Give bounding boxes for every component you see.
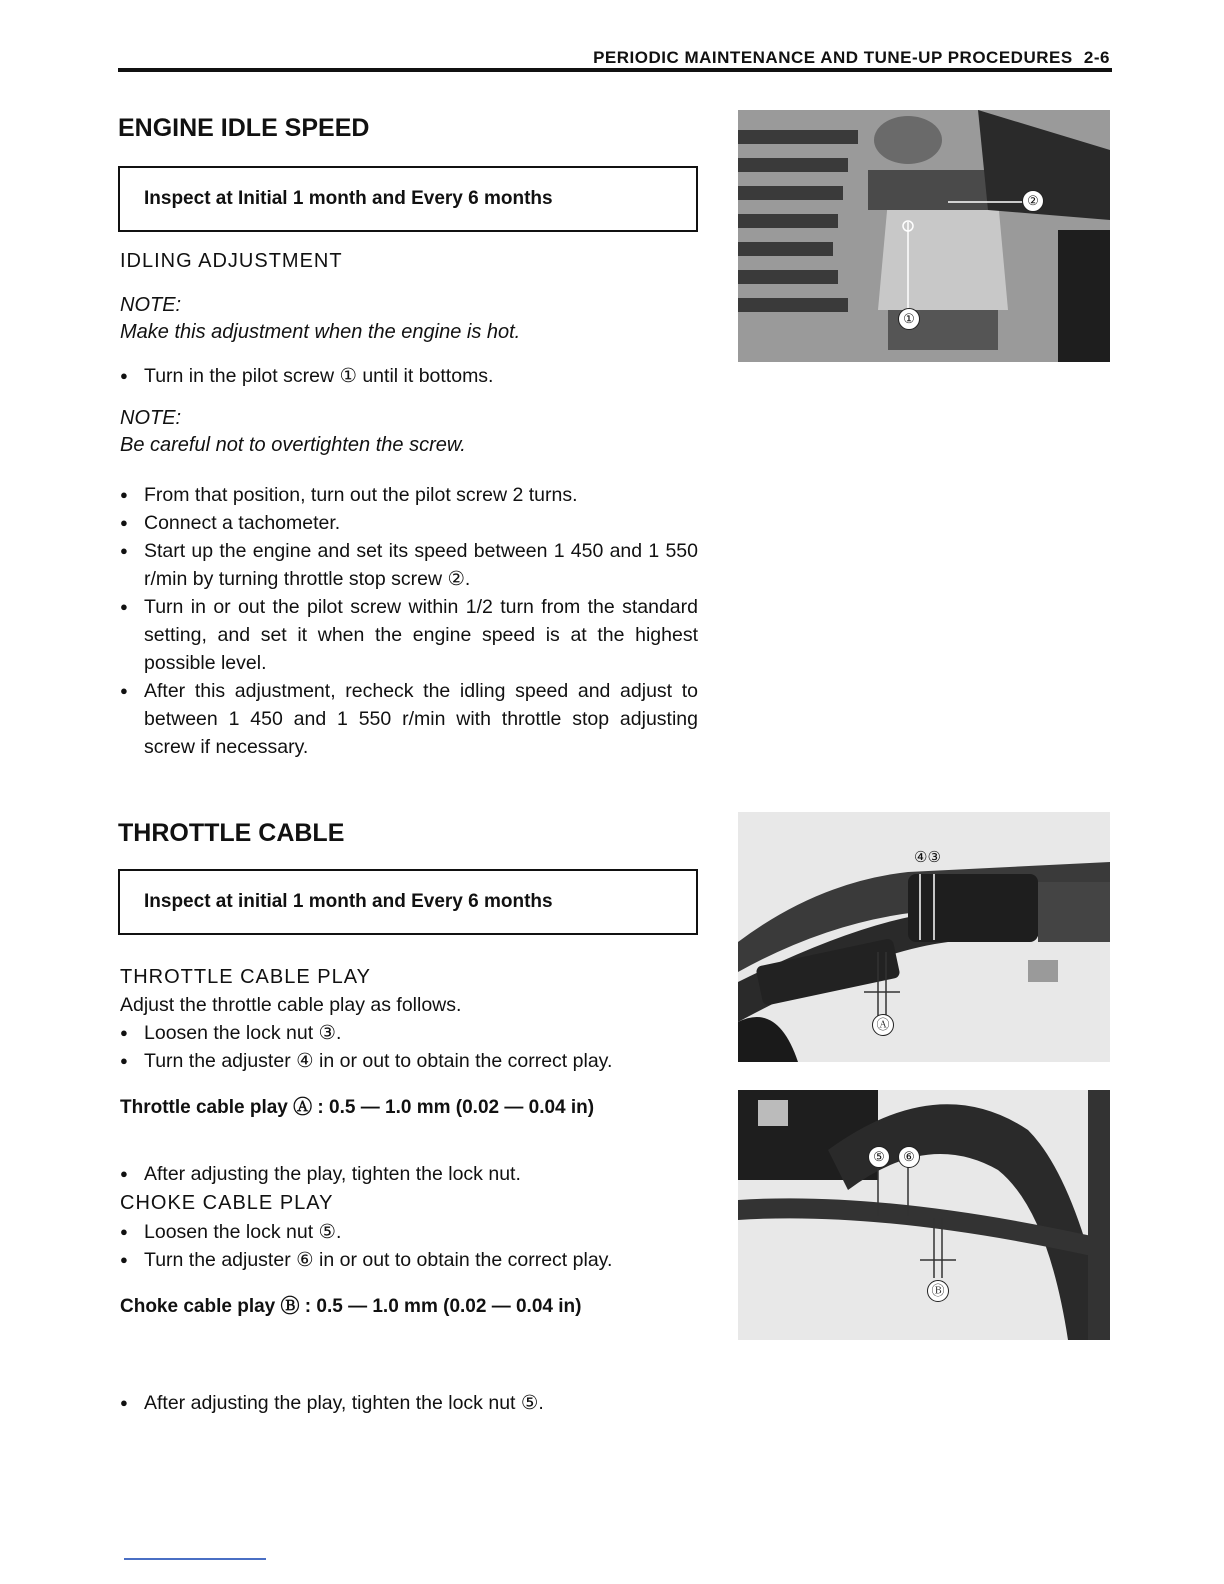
callout-B: Ⓑ <box>927 1280 949 1302</box>
choke-spec: Choke cable play Ⓑ : 0.5 — 1.0 mm (0.02 — 0.04 in) <box>120 1296 582 1317</box>
list-item: ● Turn in or out the pilot screw within 1/2 turn from the standard setting, and set it when the engine speed is at the highest possible level. <box>120 593 698 677</box>
subhead-choke-play: CHOKE CABLE PLAY <box>120 1192 334 1214</box>
list-item: ● After this adjustment, recheck the idling speed and adjust to between 1 450 and 1 550 r/min with throttle stop adjusting screw if necessary. <box>120 677 698 761</box>
step-pilot-screw-in: ● Turn in the pilot screw ① until it bottoms. <box>120 362 724 390</box>
callout-6: ⑥ <box>898 1146 920 1168</box>
inspect-box-throttle <box>118 869 698 935</box>
callout-1: ① <box>898 308 920 330</box>
note2-text: Be careful not to overtighten the screw. <box>120 434 466 456</box>
list-item: ● Start up the engine and set its speed between 1 450 and 1 550 r/min by turning throttle stop screw ②. <box>120 537 698 593</box>
list-item: ● Loosen the lock nut ⑤. <box>120 1218 700 1246</box>
callout-A: Ⓐ <box>872 1014 894 1036</box>
subhead-idling: IDLING ADJUSTMENT <box>120 250 343 272</box>
note1-label: NOTE: <box>120 294 182 316</box>
callout-5: ⑤ <box>868 1146 890 1168</box>
carburetor-illustration <box>738 110 1110 362</box>
carburetor-photo <box>738 110 1110 362</box>
note1-text: Make this adjustment when the engine is hot. <box>120 321 521 343</box>
inspect-text-throttle: Inspect at initial 1 month and Every 6 months <box>144 891 553 912</box>
throttle-intro: Adjust the throttle cable play as follows. <box>120 994 462 1016</box>
inspect-box-idle <box>118 166 698 232</box>
inspect-text-idle: Inspect at Initial 1 month and Every 6 months <box>144 188 553 209</box>
header-title: PERIODIC MAINTENANCE AND TUNE-UP PROCEDURES <box>593 48 1073 67</box>
throttle-photo <box>738 812 1110 1062</box>
list-item: ● Turn the adjuster ④ in or out to obtain the correct play. <box>120 1047 700 1075</box>
throttle-spec: Throttle cable play Ⓐ : 0.5 — 1.0 mm (0.02 — 0.04 in) <box>120 1097 595 1118</box>
choke-after: ● After adjusting the play, tighten the lock nut ⑤. <box>120 1389 724 1417</box>
callout-2: ② <box>1022 190 1044 212</box>
choke-steps-list <box>120 1218 700 1274</box>
page-number: 2-6 <box>1083 48 1110 67</box>
section-title-idle: ENGINE IDLE SPEED <box>118 114 370 142</box>
section-title-throttle: THROTTLE CABLE <box>118 819 345 847</box>
choke-illustration <box>738 1090 1110 1340</box>
throttle-after: ● After adjusting the play, tighten the lock nut. <box>120 1160 724 1188</box>
running-header <box>520 48 1110 68</box>
list-item: ● Loosen the lock nut ③. <box>120 1019 700 1047</box>
bottom-rule <box>124 1558 266 1560</box>
throttle-steps-list <box>120 1019 700 1075</box>
list-item: ● Connect a tachometer. <box>120 509 698 537</box>
callout-4-3: ④③ <box>914 849 941 866</box>
note2-label: NOTE: <box>120 407 182 429</box>
list-item: ● Turn the adjuster ⑥ in or out to obtain the correct play. <box>120 1246 700 1274</box>
header-rule <box>118 68 1112 72</box>
subhead-throttle-play: THROTTLE CABLE PLAY <box>120 966 371 988</box>
choke-photo <box>738 1090 1110 1340</box>
idle-steps-list <box>120 481 698 761</box>
list-item: ● From that position, turn out the pilot screw 2 turns. <box>120 481 698 509</box>
